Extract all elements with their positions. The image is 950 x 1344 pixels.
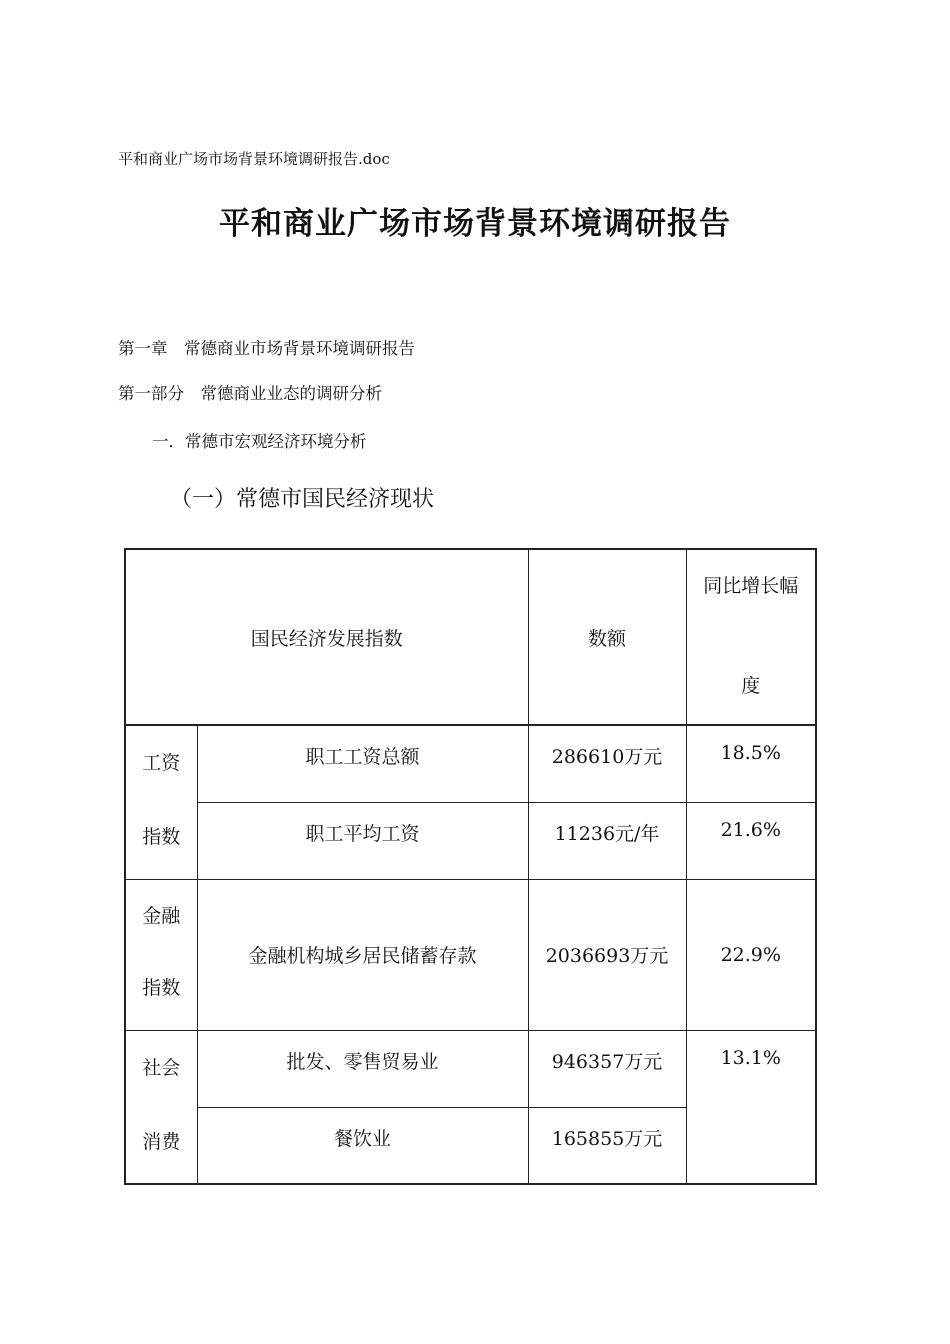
header-growth-line1: 同比增长幅 — [703, 575, 799, 597]
amount-cell: 946357万元 — [528, 1030, 686, 1107]
item-cell: 餐饮业 — [197, 1107, 528, 1184]
header-amount: 数额 — [528, 549, 686, 725]
category-consumption-line2: 消费 — [142, 1130, 181, 1153]
table-row — [125, 879, 816, 1030]
header-growth — [686, 549, 816, 725]
category-wage-line2: 指数 — [142, 826, 181, 848]
amount-cell: 2036693万元 — [528, 879, 686, 1030]
growth-cell: 18.5% — [686, 725, 816, 802]
chapter-heading: 第一章 常德商业市场背景环境调研报告 — [118, 339, 415, 358]
category-finance — [125, 879, 197, 1030]
subsection-heading: （一）常德市国民经济现状 — [170, 487, 435, 512]
category-finance-line2: 指数 — [142, 976, 181, 999]
growth-cell: 21.6% — [686, 802, 816, 879]
header-index: 国民经济发展指数 — [125, 549, 528, 725]
part-heading: 第一部分 常德商业业态的调研分析 — [118, 384, 382, 403]
item-cell: 职工工资总额 — [197, 725, 528, 802]
growth-cell: 13.1% — [686, 1030, 816, 1184]
category-consumption-line1: 社会 — [142, 1056, 181, 1079]
table-header-row — [125, 549, 816, 725]
item-cell: 批发、零售贸易业 — [197, 1030, 528, 1107]
table-row — [125, 725, 816, 802]
category-wage-line1: 工资 — [142, 752, 181, 774]
item-cell: 职工平均工资 — [197, 802, 528, 879]
category-wage — [125, 725, 197, 879]
amount-cell: 286610万元 — [528, 725, 686, 802]
growth-cell: 22.9% — [686, 879, 816, 1030]
document-title: 平和商业广场市场背景环境调研报告 — [219, 206, 731, 242]
item-cell: 金融机构城乡居民储蓄存款 — [197, 879, 528, 1030]
table-row — [125, 802, 816, 879]
amount-cell: 165855万元 — [528, 1107, 686, 1184]
amount-cell: 11236元/年 — [528, 802, 686, 879]
category-finance-line1: 金融 — [142, 904, 181, 927]
category-consumption — [125, 1030, 197, 1184]
document-filename: 平和商业广场市场背景环境调研报告.doc — [118, 150, 390, 168]
section-heading: 一．常德市宏观经济环境分析 — [152, 432, 367, 451]
economy-table — [124, 548, 817, 1185]
header-growth-line2: 度 — [741, 675, 761, 697]
table-row — [125, 1030, 816, 1107]
